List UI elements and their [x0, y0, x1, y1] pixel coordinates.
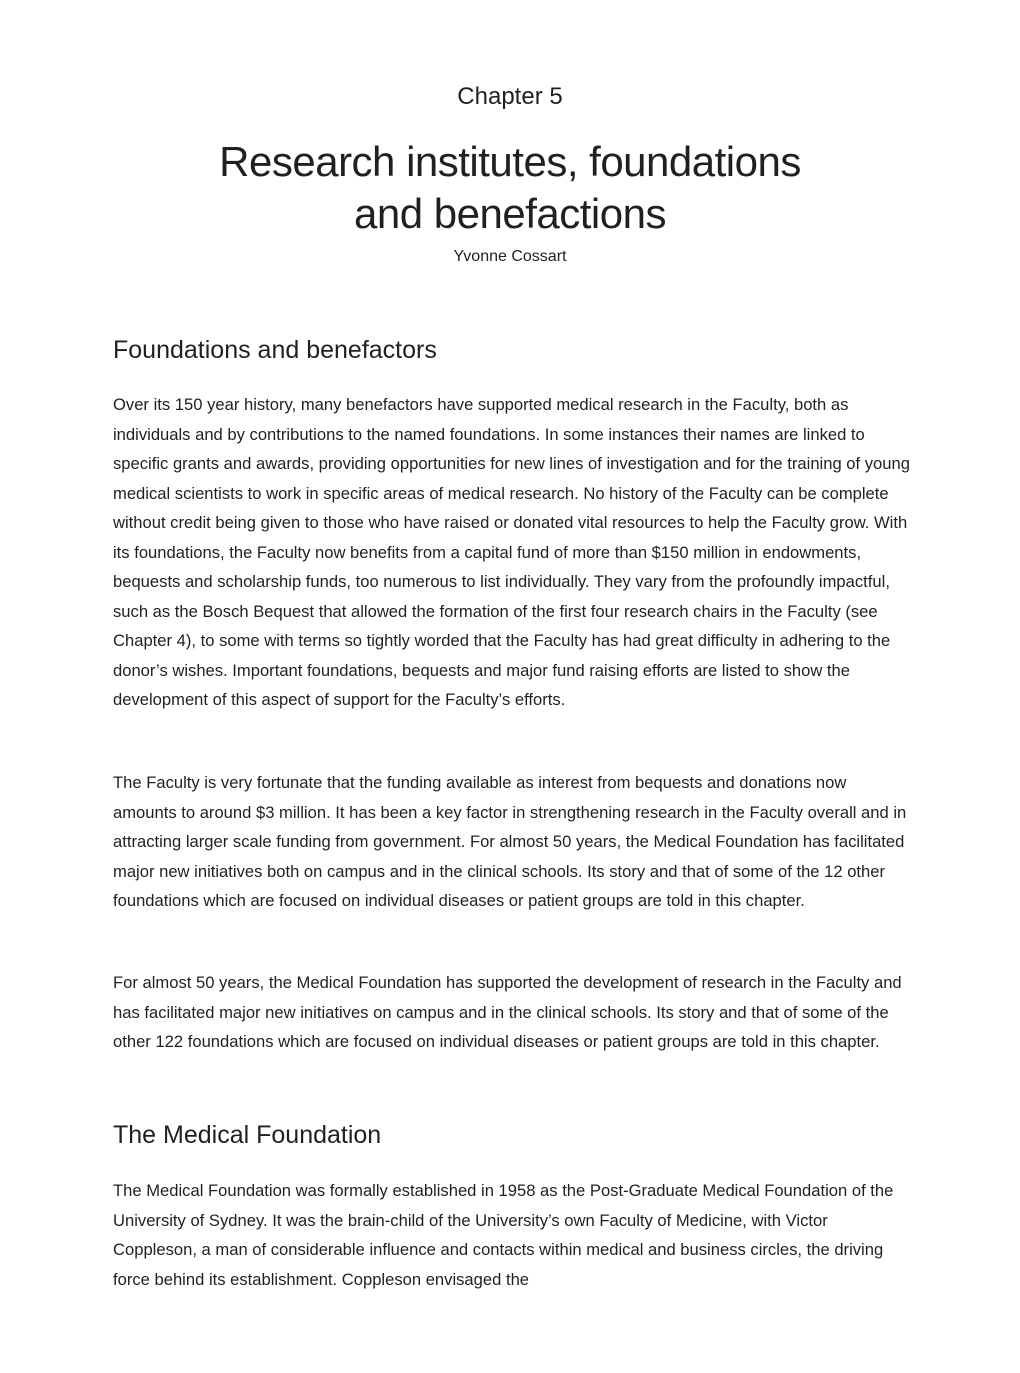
chapter-title-line-2: and benefactions — [354, 190, 666, 237]
section-heading-foundations-and-benefactors: Foundations and benefactors — [113, 336, 437, 364]
chapter-author: Yvonne Cossart — [453, 248, 567, 265]
section-heading-the-medical-foundation: The Medical Foundation — [113, 1121, 382, 1149]
chapter-title-line-1: Research institutes, foundations — [219, 138, 801, 185]
paragraph: The Faculty is very fortunate that the funding available as interest from bequests and donations now amounts to around $3 million. It has been a key factor in strengthening research in the Faculty overall and in attracting larger scale funding from government. For almost 50 years, the Medical Foundation has facilitated major new initiatives both on campus and in the clinical schools. Its story and that of some of the 12 other foundations which are focused on individual diseases or patient groups are told in this chapter. — [113, 773, 907, 910]
paragraph: For almost 50 years, the Medical Foundation has supported the development of research in the Faculty and has facilitated major new initiatives on campus and in the clinical schools. Its story and that of some of the other 122 foundations which are focused on individual diseases or patient groups are told in this chapter. — [113, 973, 902, 1051]
paragraph: The Medical Foundation was formally established in 1958 as the Post-Graduate Medical Foundation of the University of Sydney. It was the brain-child of the University’s own Faculty of Medicine, with Victor Coppleson, a man of considerable influence and contacts within medical and business circles, the driving force behind its establishment. Coppleson envisaged the — [113, 1181, 894, 1289]
paragraph: Over its 150 year history, many benefactors have supported medical research in the Faculty, both as individuals and by contributions to the named foundations. In some instances their names are linked to specific grants and awards, providing opportunities for new lines of investigation and for the training of young medical scientists to work in specific areas of medical research. No history of the Faculty can be complete without credit being given to those who have raised or donated vital resources to help the Faculty grow. With its foundations, the Faculty now benefits from a capital fund of more than $150 million in endowments, bequests and scholarship funds, too numerous to list individually. They vary from the profoundly impactful, such as the Bosch Bequest that allowed the formation of the first four research chairs in the Faculty (see Chapter 4), to some with terms so tightly worded that the Faculty has had great difficulty in adhering to the donor’s wishes. Important foundations, bequests and major fund raising efforts are listed to show the development of this aspect of support for the Faculty’s efforts. — [113, 395, 910, 709]
chapter-label: Chapter 5 — [457, 83, 563, 110]
chapter-title — [0, 136, 1020, 240]
